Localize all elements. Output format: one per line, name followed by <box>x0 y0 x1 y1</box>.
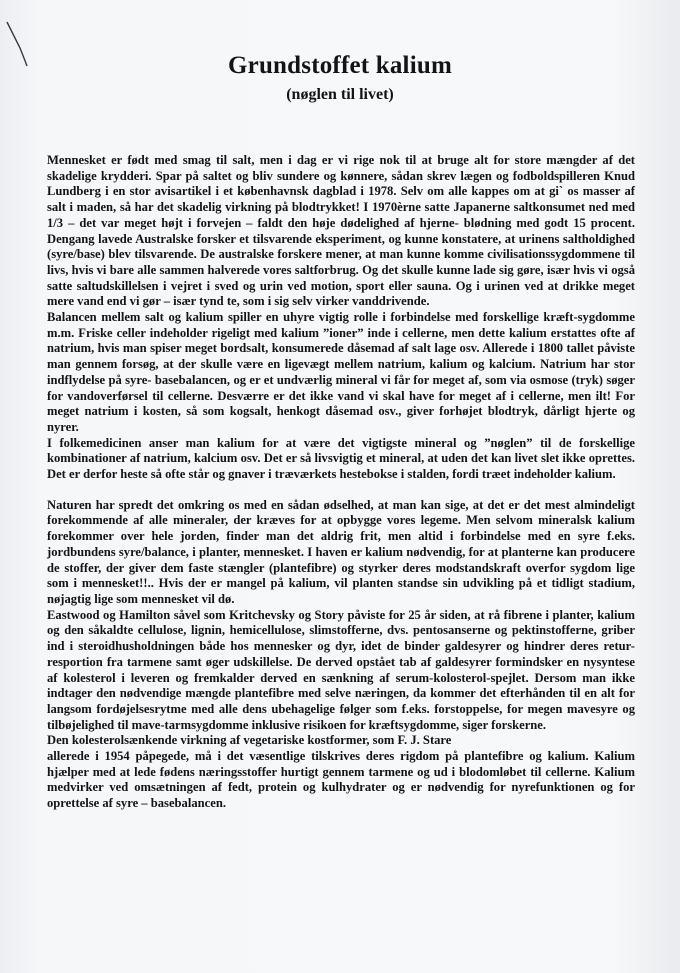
paragraph-folk-medicine: I folkemedicinen anser man kalium for at være det vigtigste mineral og ”nøglen” til de forskellige kombinationer af natrium, kalcium osv. Det er så livsvigtig et mineral, at uden det kan livet slet ikke oprettes. Det er derfor heste så ofte står og gnaver i træværkets hestebokse i stalden, fordi træet indeholder kalium. <box>47 435 635 482</box>
paragraph-nature: Naturen har spredt det omkring os med en sådan ødselhed, at man kan sige, at det er det mest almindeligt forekommende af alle mineraler, der kræves for at opbygge vores legeme. Men selvom mineralsk kalium forekommer over hele jorden, finder man det aldrig frit, men altid i forbindelse med en syre f.eks. jordbundens syre/balance, i planter, mennesket. I haven er kalium nødvendig, for at planterne kan producere de stoffer, der giver dem faste stængler (plantefibre) og styrker deres modstandskraft overfor sygdom lige som i mennesket!!.. Hvis der er mangel på kalium, vil planten standse sin udvikling på et tidligt stadium, nøjagtig lige som mennesket vil dø. <box>47 497 635 606</box>
page-title: Grundstoffet kalium <box>228 52 452 79</box>
paragraph-cholesterol: Den kolesterolsænkende virkning af vegetariske kostformer, som F. J. Stare <box>47 733 452 748</box>
paragraph-fibres: Eastwood og Hamilton såvel som Kritchevsky og Story påviste for 25 år siden, at rå fibrene i planter, kalium og den såkaldte cellulose, lignin, hemicellulose, slimstofferne, dvs. pentosanserne og pektinstofferne, griber ind i steroidhusholdningen både hos mennesker og dyr, idet de binder galdesyrer og hindrer deres retur-resportion fra tarmene samt øger udskillelse. De derved opstået tab af galdesyrer formindsker en nysyntese af kolesterol i leveren og fremkalder derved en sænkning af serum-kolosterol-spejlet. Dersom man ikke indtager den nødvendige mængde plantefibre med selve næringen, da kommer det efterhånden til en alt for langsom fordøjelsesrytme med alle dens ubehagelige følger som f.eks. forstoppelse, for megen mavesyre og tilbøjelighed til mave-tarmsygdomme inklusive risikoen for kræftsygdomme, siger forskerne. <box>47 607 635 732</box>
paragraph-balance: Balancen mellem salt og kalium spiller en uhyre vigtig rolle i forbindelse med forskellige kræft-sygdomme m.m. Friske celler indeholder rigeligt med kalium ”ioner” inde i cellerne, men dette kalium erstattes ofte af natrium, hvis man spiser meget bordsalt, konsumerede dåsemad af salt lage osv. Allerede i 1800 tallet påviste man gennem forsøg, at der skulle være en ligevægt mellem natrium, kalium og kalcium. Natrium har stor indflydelse på syre- basebalancen, og er et undværlig mineral vi får for meget af, som via osmose (tryk) søger for vandoverførsel til cellerne. Desværre er det ikke vand vi skal have for meget af i cellerne, men ilt! For meget natrium i kosten, så som kogsalt, henkogt dåsemad osv., giver forhøjet blodtryk, dårligt hjerte og nyrer. <box>47 310 635 434</box>
paragraph-salt: Mennesket er født med smag til salt, men i dag er vi rige nok til at bruge alt for store mængder af det skadelige krydderi. Spar på saltet og bliv sundere og kønnere, sådan skrev lægen og fodboldspilleren Knud Lundberg i en stor avisartikel i et københavnsk dagblad i 1978. Selv om alle kappes om at gi` os masser af salt i maden, så har det skadelig virkning på blodtrykket! I 1970èrne satte Japanerne saltkonsumet ned med 1/3 – det var meget højt i forvejen – faldt den høje dødelighed af hjerne- blødning med godt 15 procent. Dengang lavede Australske forsker et tilsvarende eksperiment, og kunne konstatere, at urinens saltholdighed (syre/base) blev tilsvarende. De australske forskere mener, at man kunne komme civilisationssygdommene til livs, hvis vi bare alle sammen halverede vores saltforbrug. Og det skulle kunne lade sig gøre, især hvis vi også satte saltudskillelsen i vejret i sved og urin ved motion, sport eller sauna. Og i urinen ved at drikke meget mere vand end vi gør – især tynd te, som i sig selv virker vanddrivende. <box>47 153 635 309</box>
paragraph-kalium-function: allerede i 1954 påpegede, må i det væsentlige tilskrives deres rigdom på plantefibre og kalium. Kalium hjælper med at lede fødens næringsstoffer hurtigt gennem tarmene og ud i blodomløbet til cellerne. Kalium medvirker ved omsætningen af fedt, protein og kulhydrater og er nødvendig for nyrefunktionen og for oprettelse af syre – basebalancen. <box>47 749 635 811</box>
article-body <box>47 153 635 812</box>
page-subtitle: (nøglen til livet) <box>286 86 394 103</box>
